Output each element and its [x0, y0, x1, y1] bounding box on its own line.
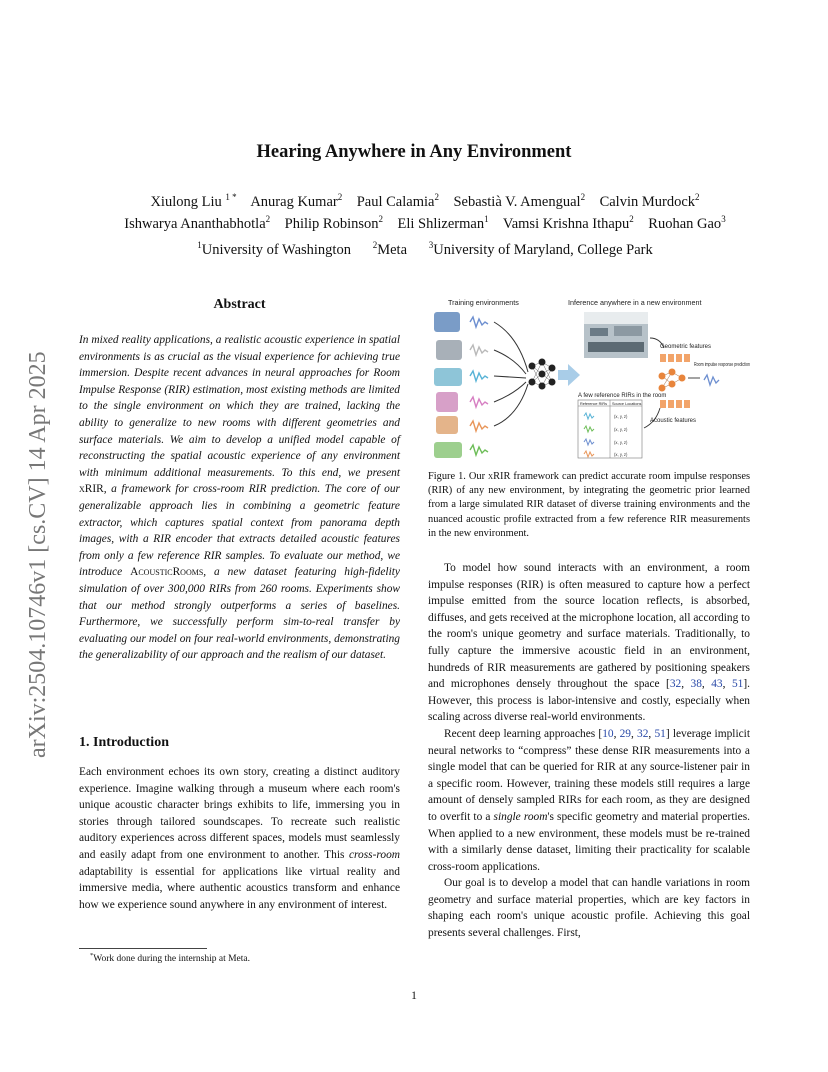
affiliation: $^1$University of Washington — [197, 240, 351, 258]
author: Xiulong Liu $^{1 *}$ — [150, 192, 237, 210]
author: Eli Shlizerman$^1$ — [397, 214, 489, 232]
geometric-feature-stack — [660, 354, 690, 362]
fig-label-training: Training environments — [448, 298, 519, 307]
intro-paragraph: Each environment echoes its own story, creating a distinct auditory experience. Imagine walking through a museum where each room's unique acoustic character brings exhibits to life, immersing you in stories through tailored soundscapes. To recreate such realistic auditory experiences across different spaces, models must seamlessly and easily adapt from one environment to another. This cross-room adaptability is essential for applications like virtual reality and immersive media, where authentic acoustics transform and enhance how we experience sound anywhere in any environment of interest. — [79, 766, 400, 911]
training-arrows — [494, 322, 528, 426]
abstract-text: In mixed reality applications, a realistic acoustic experience in spatial environments is as crucial as the visual experience for achieving true immersion. Despite recent advances in neural approaches for Room Impulse Response (RIR) estimation, most existing methods are limited to the single environment on which they are trained, lacking the ability to generalize to new rooms with different geometries and surface materials. We aim to develop a unified model capable of reconstructing the spatial acoustic experience of any environment with minimum additional measurements. To this end, we present xRIR, a framework for cross-room RIR prediction. The core of our generalizable approach lies in combining a geometric feature extractor, which captures spatial context from panorama depth images, with a RIR encoder that extracts detailed acoustic features from only a few reference RIR samples. To evaluate our method, we introduce AcousticRooms, a new dataset featuring high-fidelity simulation of over 300,000 RIRs from 260 rooms. Experiments show that our method strongly outperforms a series of baselines. Furthermore, we successfully perform sim-to-real transfer by evaluating our model on four real-world environments, demonstrating the generalizability of our approach and the realism of our dataset. — [79, 334, 400, 662]
table-row: (x, y, z) — [614, 414, 628, 419]
figure-1 — [428, 296, 750, 464]
section-heading-introduction: 1. Introduction — [79, 735, 169, 750]
training-rooms — [434, 312, 462, 458]
paper-title: Hearing Anywhere in Any Environment — [256, 142, 572, 162]
reference-rir-table — [578, 400, 642, 458]
author: Philip Robinson$^2$ — [284, 214, 384, 232]
right-column-text — [428, 560, 750, 942]
arxiv-stamp — [24, 282, 52, 762]
author-line-1 — [60, 192, 790, 211]
table-row: (x, y, z) — [614, 440, 628, 445]
author-line-2 — [60, 214, 790, 233]
table-col-2: Source Locations — [612, 402, 642, 406]
affiliation: $^3$University of Maryland, College Park — [428, 240, 653, 258]
author: Ishwarya Ananthabhotla$^2$ — [124, 214, 271, 232]
figure-caption: Figure 1. Our xRIR framework can predict accurate room impulse responses (RIR) of any new environment, by integrating the geometric prior learned from a large simulated RIR dataset of diverse training environments and the nuanced acoustic profile extracted from a few reference RIR measurements in the new environment. — [428, 471, 750, 539]
transfer-arrow-icon — [558, 364, 580, 386]
page-number: 1 — [411, 990, 417, 1002]
paragraph: To model how sound interacts with an environment, a room impulse responses (RIR) is often measured to capture how a perfect impulse emitted from the source location reflects, is absorbed, diffuses, and gets received at the microphone location, all according to the room's unique geometry and surface materials. Traditionally, to fully capture the immersive acoustic field in an environment, hundreds of RIR measurements are gathered by positioning speakers and microphones densely throughout the space [32, 38, 43, 51]. However, this process is labor-intensive and costly, especially when scaling across diverse real-world environments. — [428, 562, 750, 724]
footnote: *Work done during the internship at Meta. — [90, 952, 250, 965]
fig-label-prediction: Room impulse response prediction — [694, 362, 750, 368]
neural-network-icon-2 — [659, 369, 686, 392]
affiliations — [60, 240, 790, 259]
neural-network-icon — [529, 359, 556, 390]
author: Sebastià V. Amengual$^2$ — [453, 192, 586, 210]
affiliation: $^2$Meta — [372, 240, 408, 258]
author: Calvin Murdock$^2$ — [599, 192, 700, 210]
paragraph: Recent deep learning approaches [10, 29, 32, 51] leverage implicit neural networks to “compress” these dense RIR measurements into a single model that can be queried for RIR at any source-listener pair in a specific room. However, training these models still requires a large amount of densely sampled RIRs for each room, as they are designed to overfit to a single room's specific geometry and material properties. When applied to a new environment, these models must be re-trained with a similarly dense dataset, limiting their practicality for scalable cross-room applications. — [428, 727, 751, 873]
fig-label-inference: Inference anywhere in a new environment — [568, 298, 702, 307]
room-photo — [584, 312, 648, 358]
author: Ruohan Gao$^3$ — [648, 214, 726, 232]
table-row: (x, y, z) — [614, 427, 628, 432]
fig-label-fewref: A few reference RIRs in the room — [578, 393, 667, 399]
author: Paul Calamia$^2$ — [356, 192, 439, 210]
arxiv-id: arXiv:2504.10746v1 [cs.CV] 14 Apr 2025 — [25, 351, 51, 758]
table-row: (x, y, z) — [614, 452, 628, 457]
paragraph: Our goal is to develop a model that can handle variations in room geometry and surface material properties, which are key factors in shaping each room's unique acoustic profile. Achieving this goal presents several challenges. First, — [428, 877, 750, 940]
acoustic-feature-stack — [660, 400, 690, 408]
abstract-heading: Abstract — [213, 297, 266, 312]
fig-label-geometric: Geometric features — [660, 344, 712, 350]
footnote-rule — [79, 948, 207, 949]
training-waveforms — [470, 317, 488, 455]
fig-label-acoustic: Acoustic features — [650, 418, 697, 424]
author: Vamsi Krishna Ithapu$^2$ — [502, 214, 634, 232]
author: Anurag Kumar$^2$ — [250, 192, 343, 210]
table-col-1: Reference RIRs — [580, 402, 608, 406]
